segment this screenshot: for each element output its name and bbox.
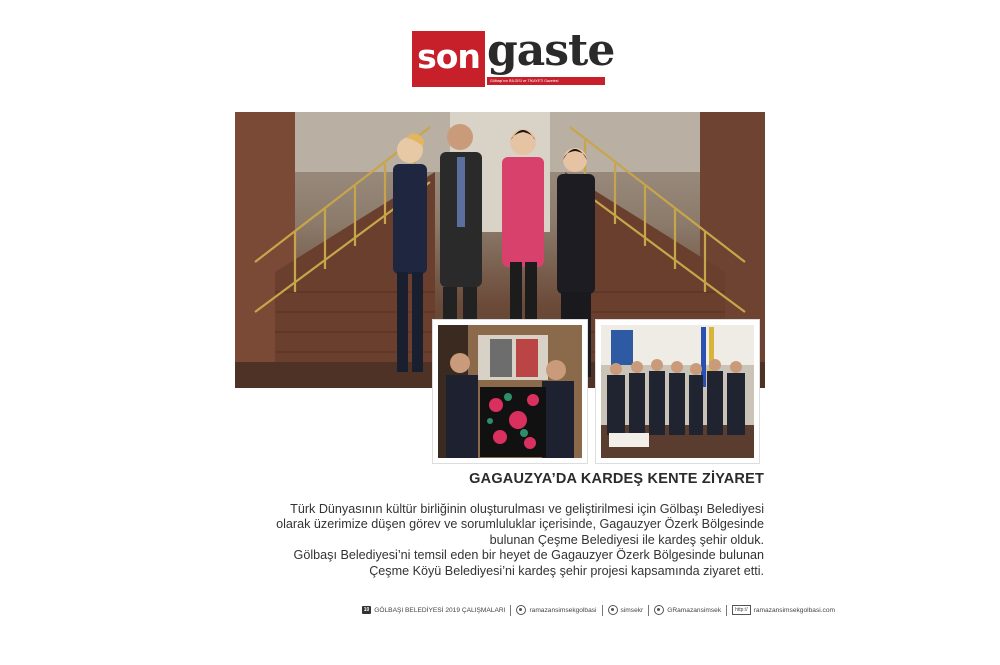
gift-photo-illustration	[438, 325, 582, 458]
footer-divider	[726, 605, 727, 616]
page-number: 10	[363, 607, 370, 613]
twitter-handle: GRamazansimsek	[667, 606, 722, 614]
instagram-icon	[608, 605, 618, 615]
footer-report	[362, 606, 506, 614]
footer-website[interactable]	[732, 605, 835, 615]
body-line: Çeşme Köyü Belediyesi’ni kardeş şehir projesi kapsamında ziyaret etti.	[369, 563, 764, 578]
website-url: ramazansimsekgolbasi.com	[753, 606, 835, 614]
page-footer	[362, 603, 835, 617]
facebook-handle: ramazansimsekgolbasi	[529, 606, 597, 614]
footer-twitter[interactable]	[654, 605, 721, 615]
report-title: GÖLBAŞI BELEDİYESİ 2019 ÇALIŞMALARI	[374, 606, 506, 614]
twitter-icon	[654, 605, 664, 615]
group-photo-illustration	[601, 325, 754, 458]
newspaper-logo	[412, 25, 615, 89]
footer-facebook[interactable]	[516, 605, 596, 615]
body-line: bulunan Çeşme Belediyesi ile kardeş şehir olduk.	[489, 532, 764, 547]
body-line: Türk Dünyasının kültür birliğinin oluşturulması ve geliştirilmesi için Gölbaşı Belediyesi	[290, 502, 764, 516]
thumbnail-gift-photo	[433, 320, 587, 463]
article-headline: GAGAUZYA’DA KARDEŞ KENTE ZİYARET	[469, 471, 764, 487]
body-line: Gölbaşı Belediyesi’ni temsil eden bir heyet de Gagauzyer Özerk Bölgesinde bulunan	[293, 548, 764, 563]
article-body	[224, 502, 764, 579]
logo-tagline: Gölbaşı’nın BİLGİSİ ve TİKAYETİ Gazetesi	[490, 79, 559, 83]
web-icon: http://	[732, 605, 751, 615]
body-line: olarak üzerimize düşen görev ve sorumluluklar içerisinde, Gagauzyer Özerk Bölgesinde	[276, 517, 764, 532]
logo-son-block: son	[412, 31, 485, 87]
footer-divider	[510, 605, 511, 616]
instagram-handle: simsekr	[620, 606, 644, 614]
logo-tagline-bar	[487, 77, 605, 85]
logo-gaste-text: gaste	[487, 25, 615, 76]
facebook-icon	[516, 605, 526, 615]
footer-instagram[interactable]	[608, 605, 644, 615]
footer-divider	[648, 605, 649, 616]
thumbnail-group-photo	[596, 320, 759, 463]
footer-divider	[602, 605, 603, 616]
